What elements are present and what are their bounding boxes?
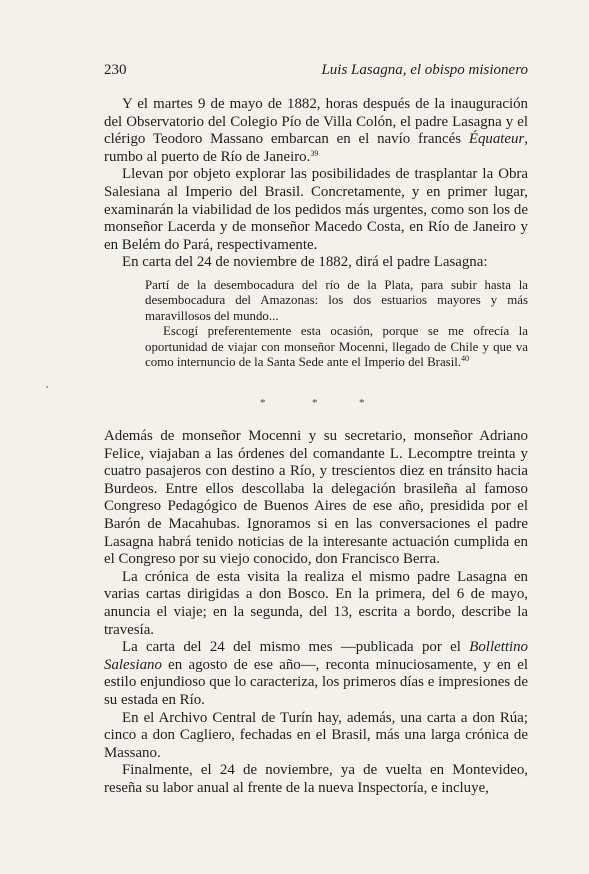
paragraph-8: Finalmente, el 24 de noviembre, ya de vuelta en Montevideo, reseña su labor anual al frente de la nueva Inspectoría, e incluye,: [104, 762, 528, 796]
publication-title: Bollettino Salesiano: [104, 639, 528, 673]
separator-asterisk: *: [359, 397, 365, 409]
quote-paragraph-2: Escogí preferentemente esta ocasión, porque se me ofrecía la oportunidad de viajar con monseñor Mocenni, llegado de Chile y que va como internuncio de la Santa Sede ante el Imperio del Brasil.$^{40}$: [145, 324, 528, 369]
body-text-top: [104, 96, 528, 370]
paper-speck: [46, 386, 48, 388]
paragraph-7: En el Archivo Central de Turín hay, además, una carta a don Rúa; cinco a don Cagliero, fechadas en el Brasil, más una larga crónica de Massano.: [104, 709, 528, 761]
body-text-bottom: [104, 428, 528, 797]
page-number: 230: [104, 62, 127, 78]
page-header: [104, 62, 528, 82]
paragraph-4: Además de monseñor Mocenni y su secretario, monseñor Adriano Felice, viajaban a las órdenes del comandante L. Lecomptre treinta y cuatro pasajeros con destino a Río, y trescientos diez en tránsito hacia Burdeos. Entre ellos descollaba la delegación brasileña al famoso Congreso Pedagógico de Buenos Aires de ese año, presidida por el Barón de Macahubas. Ignoramos si en las conversaciones el padre Lasagna habrá tenido noticias de la interesante actuación cumplida en el Congreso por su viejo conocido, don Francisco Berra.: [104, 428, 528, 568]
section-separator: [0, 397, 589, 411]
quote-paragraph-1: Partí de la desembocadura del río de la Plata, para subir hasta la desembocadura del Amazonas: los dos estuarios mayores y más maravillosos del mundo...: [145, 277, 528, 323]
paragraph-6: La carta del 24 del mismo mes —publicada por el Bollettino Salesiano en agosto de ese año—, reconta minuciosamente, y en el estilo enjundioso que lo caracteriza, los primeros días e impresiones de su estada en Río.: [104, 639, 528, 708]
paragraph-5: La crónica de esta visita la realiza el mismo padre Lasagna en varias cartas dirigidas a don Bosco. En la primera, del 6 de mayo, anuncia el viaje; en la segunda, del 13, escrita a bordo, describe la travesía.: [104, 568, 528, 638]
footnote-ref-39: 39: [310, 148, 319, 158]
paragraph-1: Y el martes 9 de mayo de 1882, horas después de la inauguración del Observatorio del Colegio Pío de Villa Colón, el padre Lasagna y el clérigo Teodoro Massano embarcan en el navío francés Équateur, rumbo al puerto de Río de Janeiro.$^{39}$: [104, 96, 528, 165]
separator-asterisk: *: [260, 397, 266, 409]
running-head: Luis Lasagna, el obispo misionero: [321, 62, 528, 78]
paragraph-2: Llevan por objeto explorar las posibilidades de trasplantar la Obra Salesiana al Imperio del Brasil. Concretamente, y en primer lugar, examinarán la viabilidad de los pedidos más urgentes, como son los de monseñor Lacerda y de monseñor Macedo Costa, en Río de Janeiro y en Belém do Pará, respectivamente.: [104, 166, 528, 253]
footnote-ref-40: 40: [461, 353, 470, 363]
separator-asterisk: *: [312, 397, 318, 409]
block-quote: [145, 278, 528, 370]
ship-name: Équateur: [468, 131, 525, 148]
paragraph-3: En carta del 24 de noviembre de 1882, dirá el padre Lasagna:: [122, 254, 488, 271]
